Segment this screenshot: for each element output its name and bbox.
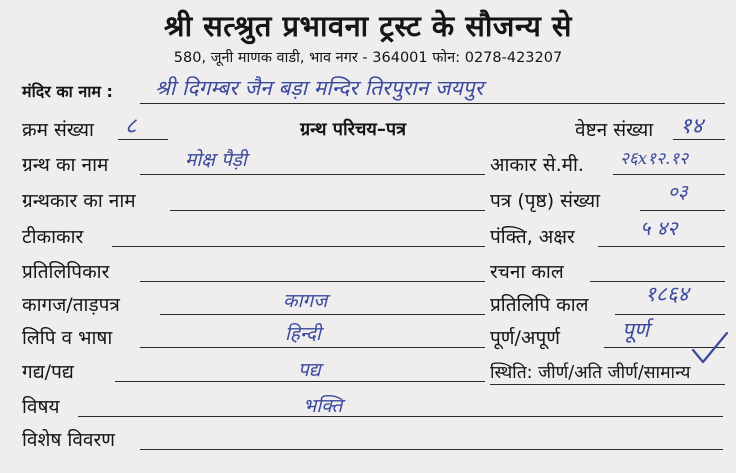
composition-period-label: रचना काल <box>490 261 564 283</box>
trust-address: 580, जूनी माणक वाडी, भाव नगर - 364001 फोन: 0278-423207 <box>173 50 563 66</box>
material-value: कागज <box>283 290 328 312</box>
commentator-label: टीकाकार <box>22 226 84 248</box>
subject-line <box>78 416 723 417</box>
special-details-line <box>140 449 723 450</box>
granth-name-line <box>140 174 485 175</box>
copyist-line <box>140 281 485 282</box>
trust-title: श्री सत्श्रुत प्रभावना ट्रस्ट के सौजन्य से <box>164 9 572 43</box>
copy-period-value: १८६४ <box>645 282 689 306</box>
leaf-count-line <box>640 210 725 211</box>
size-cm-label: आकार से.मी. <box>490 154 584 176</box>
check-mark-icon <box>690 330 730 366</box>
material-label: कागज/ताड़पत्र <box>22 294 120 316</box>
subject-value: भक्ति <box>303 395 343 417</box>
wrapper-number-label: वेष्टन संख्या <box>575 119 654 141</box>
granth-name-label: ग्रन्थ का नाम <box>22 154 109 176</box>
leaf-count-label: पत्र (पृष्ठ) संख्या <box>490 190 601 212</box>
script-language-value: हिन्दी <box>285 323 321 345</box>
temple-name-value: श्री दिगम्बर जैन बड़ा मन्दिर तिरपुरान जयपुर <box>155 76 484 100</box>
special-details-label: विशेष विवरण <box>22 429 115 451</box>
subject-label: विषय <box>22 396 60 418</box>
complete-incomplete-label: पूर्ण/अपूर्ण <box>490 327 560 349</box>
material-line <box>160 314 485 315</box>
copyist-label: प्रतिलिपिकार <box>22 261 110 283</box>
condition-label: स्थिति: जीर्ण/अति जीर्ण/सामान्य <box>490 363 691 383</box>
size-cm-line <box>613 174 725 175</box>
prose-verse-value: पद्य <box>298 359 321 381</box>
granth-name-value: मोक्ष पैड़ी <box>185 149 247 171</box>
author-name-label: ग्रन्थकार का नाम <box>22 190 136 212</box>
serial-number-value: ८ <box>125 114 137 139</box>
script-language-line <box>140 347 485 348</box>
lines-letters-value: ५ ४२ <box>640 216 678 240</box>
prose-verse-label: गद्य/पद्य <box>22 361 74 383</box>
form-heading: ग्रन्थ परिचय–पत्र <box>300 119 407 140</box>
wrapper-number-value: १४ <box>680 114 703 139</box>
author-name-line <box>170 210 485 211</box>
commentator-line <box>112 246 485 247</box>
complete-incomplete-value: पूर्ण <box>622 318 650 342</box>
temple-name-line <box>140 103 725 104</box>
copy-period-label: प्रतिलिपि काल <box>490 294 589 316</box>
temple-name-label: मंदिर का नाम : <box>22 82 113 101</box>
lines-letters-line <box>598 246 725 247</box>
script-language-label: लिपि व भाषा <box>22 327 113 349</box>
leaf-count-value: ०३ <box>668 181 688 203</box>
copy-period-line <box>615 314 725 315</box>
serial-number-label: क्रम संख्या <box>22 119 94 141</box>
size-cm-value: २६x१२.१२ <box>620 149 689 169</box>
lines-letters-label: पंक्ति, अक्षर <box>490 226 575 248</box>
condition-line <box>490 384 725 385</box>
